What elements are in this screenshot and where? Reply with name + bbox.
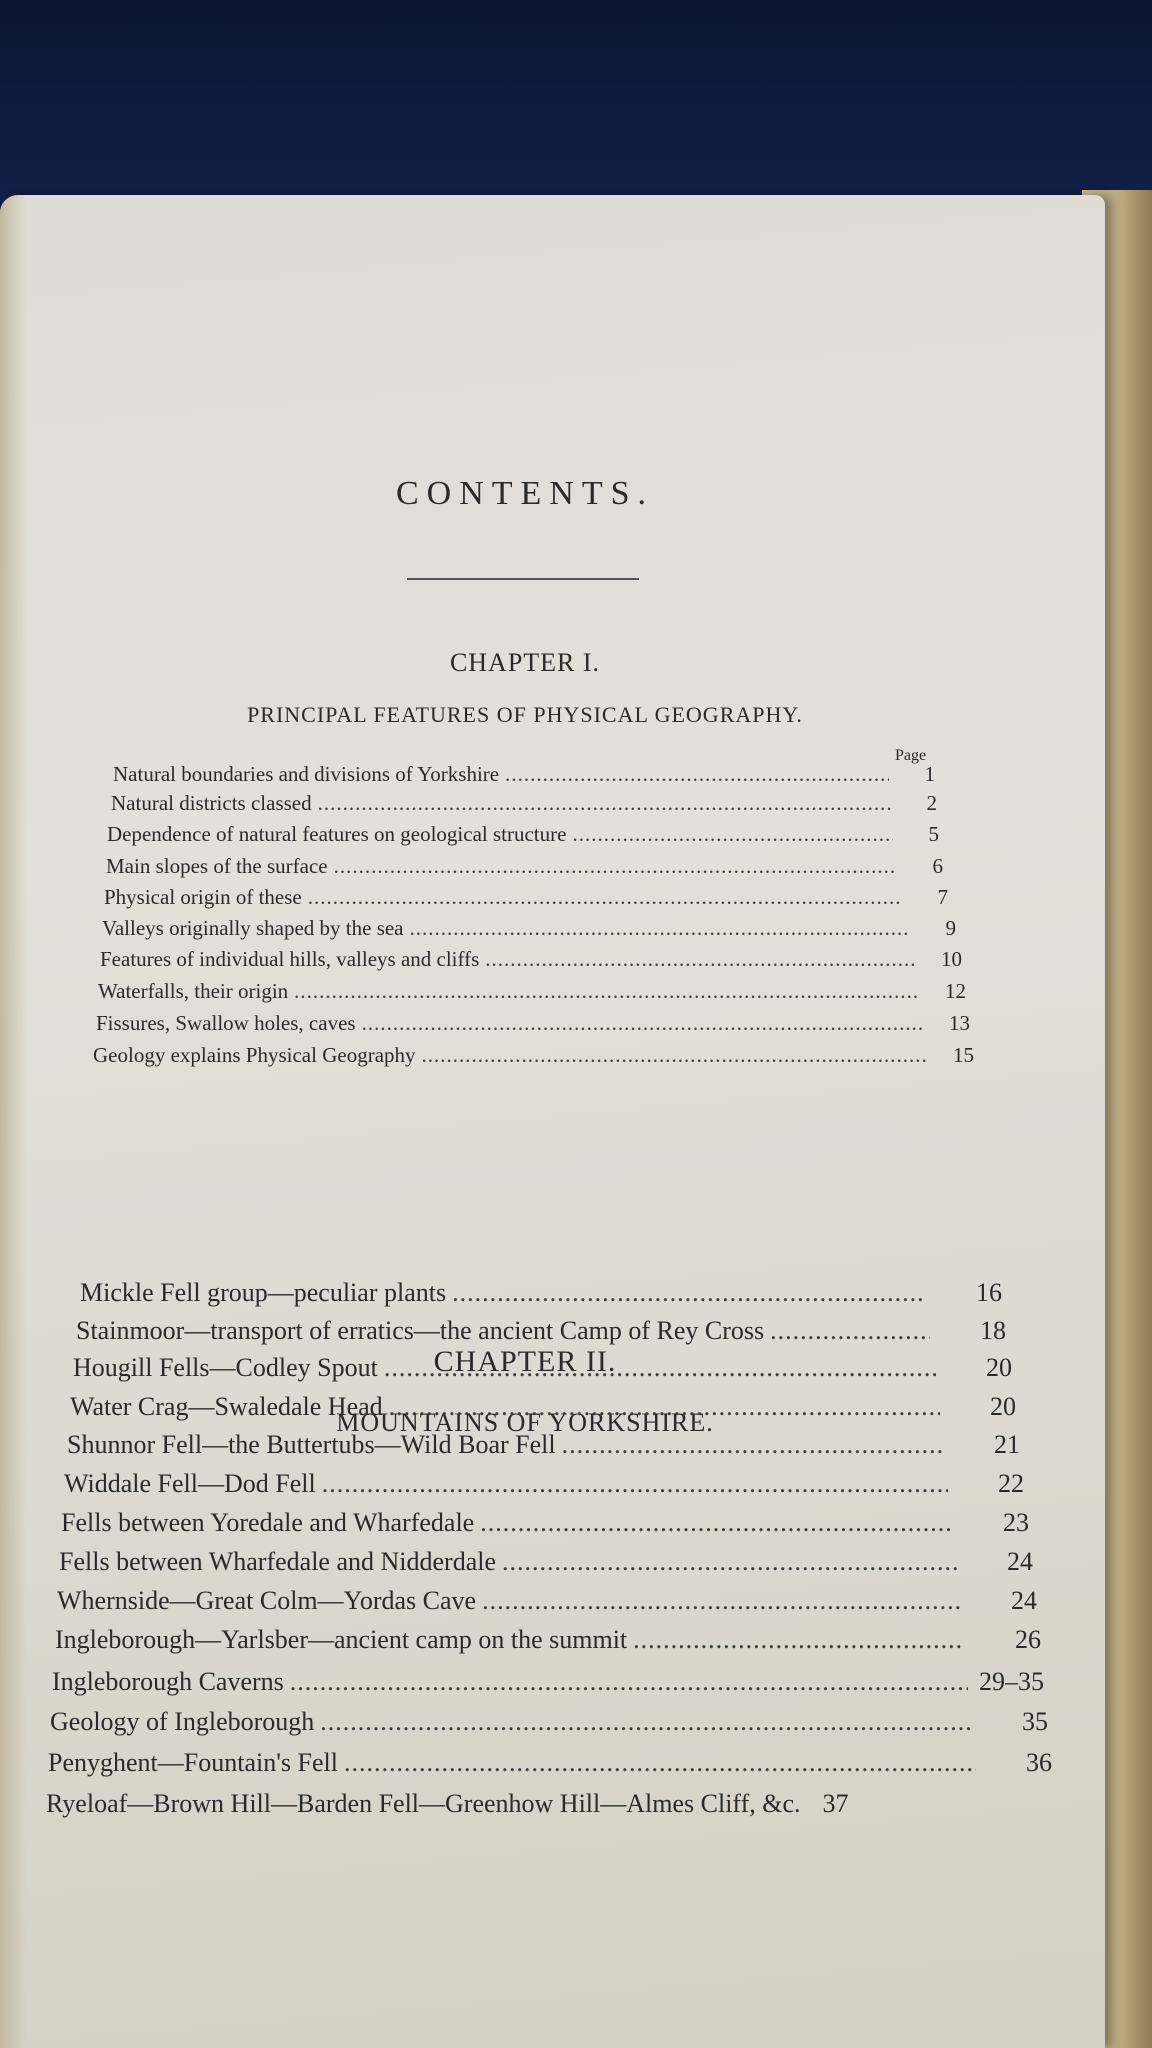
entry-page: 1 xyxy=(924,762,935,786)
entry-text: Geology explains Physical Geography xyxy=(93,1043,416,1067)
toc-entry xyxy=(107,822,939,847)
dot-leader xyxy=(770,1316,930,1346)
dot-leader xyxy=(485,947,916,972)
chapter-2-subtitle: MOUNTAINS OF YORKSHIRE. xyxy=(336,1408,714,1437)
toc-entry xyxy=(59,1547,1033,1577)
entry-page: 7 xyxy=(937,885,948,909)
toc-entry xyxy=(50,1707,1048,1737)
entry-text: Geology of Ingleborough xyxy=(50,1707,315,1736)
entry-page: 24 xyxy=(1007,1547,1033,1576)
entry-page: 22 xyxy=(998,1469,1024,1498)
entry-page: 20 xyxy=(990,1392,1016,1421)
book-page xyxy=(0,195,1105,2048)
entry-page: 10 xyxy=(941,947,962,971)
entry-page: 20 xyxy=(986,1353,1012,1382)
toc-entry xyxy=(73,1353,1012,1383)
toc-entry xyxy=(64,1469,1024,1499)
entry-text: Natural boundaries and divisions of Yorkshire xyxy=(113,762,500,786)
toc-entry xyxy=(52,1667,1044,1697)
toc-entry xyxy=(70,1392,1016,1422)
chapter-1-title: CHAPTER I. xyxy=(449,648,601,677)
dot-leader xyxy=(505,762,889,787)
entry-page: 37 xyxy=(822,1789,849,1818)
toc-entry xyxy=(100,947,962,972)
entry-page: 21 xyxy=(994,1430,1020,1459)
contents-title: CONTENTS. xyxy=(395,475,655,512)
entry-page: 6 xyxy=(932,854,943,878)
entry-text: Main slopes of the surface xyxy=(106,854,328,878)
entry-page: 16 xyxy=(976,1278,1002,1307)
entry-page: 12 xyxy=(945,979,966,1003)
entry-text: Mickle Fell group—peculiar plants xyxy=(80,1278,447,1307)
dot-leader xyxy=(384,1353,936,1383)
toc-entry xyxy=(96,1011,970,1036)
entry-page: 23 xyxy=(1003,1508,1029,1537)
dot-leader xyxy=(320,1707,972,1737)
dot-leader xyxy=(562,1430,944,1460)
toc-entry xyxy=(93,1043,974,1068)
toc-entry xyxy=(102,916,956,941)
entry-page: 18 xyxy=(980,1316,1006,1345)
entry-text: Whernside—Great Colm—Yordas Cave xyxy=(57,1586,477,1615)
dot-leader xyxy=(318,791,891,816)
dot-leader xyxy=(422,1043,928,1068)
toc-entry xyxy=(98,979,966,1004)
entry-text: Physical origin of these xyxy=(104,885,302,909)
dot-leader xyxy=(290,1667,968,1697)
entry-page: 2 xyxy=(926,791,937,815)
dot-leader xyxy=(480,1508,953,1538)
dot-leader xyxy=(362,1011,924,1036)
toc-entry xyxy=(104,885,948,910)
toc-entry xyxy=(106,854,943,879)
entry-page: 36 xyxy=(1026,1748,1052,1777)
toc-entry xyxy=(57,1586,1037,1616)
toc-entry xyxy=(113,762,935,787)
toc-entry xyxy=(46,1789,1056,1819)
entry-page: 15 xyxy=(953,1043,974,1067)
chapter-2-title: CHAPTER II. xyxy=(433,1345,617,1378)
dot-leader xyxy=(344,1748,976,1778)
entry-page: 9 xyxy=(945,916,956,940)
entry-text: Fells between Yoredale and Wharfedale xyxy=(61,1508,475,1537)
entry-page: 26 xyxy=(1015,1625,1041,1654)
dot-leader xyxy=(633,1625,965,1655)
toc-entry xyxy=(111,791,937,816)
dot-leader xyxy=(294,979,920,1004)
entry-text: Fells between Wharfedale and Nidderdale xyxy=(59,1547,496,1576)
entry-text: Ryeloaf—Brown Hill—Barden Fell—Greenhow Hill—Almes Cliff, &c. xyxy=(46,1789,801,1818)
entry-text: Valleys originally shaped by the sea xyxy=(102,916,404,940)
dot-leader xyxy=(572,822,893,847)
toc-entry xyxy=(76,1316,1006,1346)
spine-shadow xyxy=(0,195,26,2048)
entry-text: Widdale Fell—Dod Fell xyxy=(64,1469,316,1498)
chapter-1-subtitle: PRINCIPAL FEATURES OF PHYSICAL GEOGRAPHY. xyxy=(247,702,803,727)
dot-leader xyxy=(334,854,897,879)
entry-text: Hougill Fells—Codley Spout xyxy=(73,1353,378,1382)
entry-text: Features of individual hills, valleys and cliffs xyxy=(100,947,480,971)
entry-page: 35 xyxy=(1022,1707,1048,1736)
entry-text: Shunnor Fell—the Buttertubs—Wild Boar Fell xyxy=(67,1430,556,1459)
dot-leader xyxy=(410,916,910,941)
entry-text: Ingleborough Caverns xyxy=(52,1667,284,1696)
toc-entry xyxy=(48,1748,1052,1778)
dot-leader xyxy=(389,1392,940,1422)
toc-entry xyxy=(67,1430,1020,1460)
entry-text: Dependence of natural features on geological structure xyxy=(107,822,567,846)
toc-entry xyxy=(80,1278,1002,1308)
entry-page: 24 xyxy=(1011,1586,1037,1615)
dot-leader xyxy=(502,1547,957,1577)
entry-text: Natural districts classed xyxy=(111,791,312,815)
toc-entry xyxy=(61,1508,1029,1538)
entry-text: Ingleborough—Yarlsber—ancient camp on the summit xyxy=(55,1625,628,1654)
entry-text: Stainmoor—transport of erratics—the ancient Camp of Rey Cross xyxy=(76,1316,765,1345)
dot-leader xyxy=(482,1586,961,1616)
dot-leader xyxy=(452,1278,926,1308)
entry-page: 13 xyxy=(949,1011,970,1035)
dot-leader xyxy=(322,1469,948,1499)
dot-leader xyxy=(308,885,902,910)
entry-text: Penyghent—Fountain's Fell xyxy=(48,1748,338,1777)
entry-text: Water Crag—Swaledale Head xyxy=(70,1392,383,1421)
toc-entry xyxy=(55,1625,1041,1655)
entry-text: Fissures, Swallow holes, caves xyxy=(96,1011,356,1035)
entry-text: Waterfalls, their origin xyxy=(98,979,289,1003)
entry-page: 29–35 xyxy=(979,1667,1044,1696)
page-column-label: Page xyxy=(895,747,927,764)
title-rule xyxy=(407,578,639,580)
entry-page: 5 xyxy=(928,822,939,846)
